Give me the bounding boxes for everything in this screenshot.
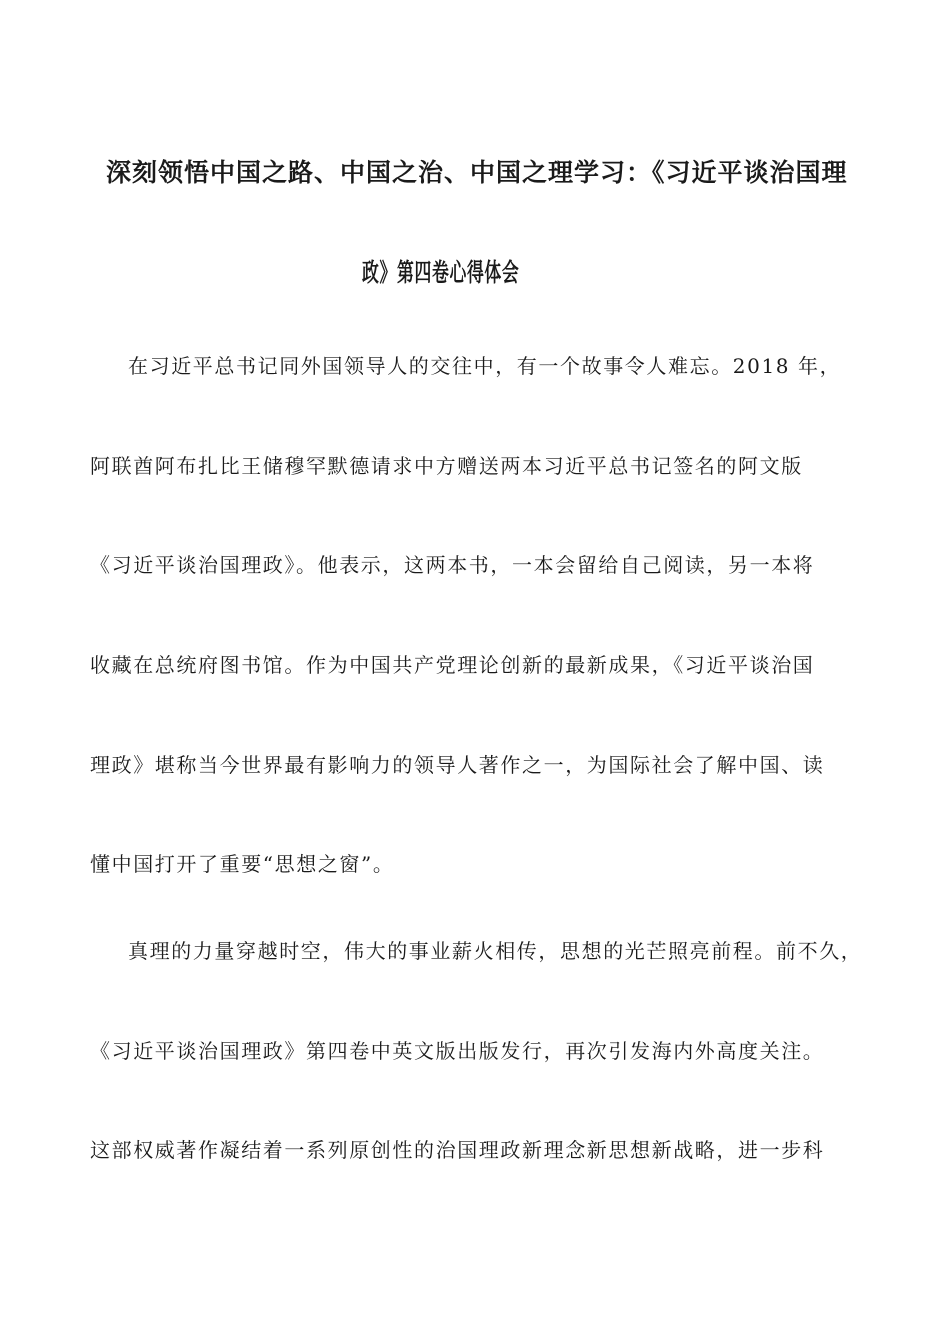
paragraph-1-line-6: 懂中国打开了重要“思想之窗”。 bbox=[90, 852, 395, 876]
document-title-line-2: 政》第四卷心得体会 bbox=[362, 258, 520, 287]
paragraph-1-line-3: 《习近平谈治国理政》。他表示，这两本书，一本会留给自己阅读，另一本将 bbox=[90, 553, 815, 577]
document-title-line-1: 深刻领悟中国之路、中国之治、中国之理学习：《习近平谈治国理 bbox=[106, 158, 848, 187]
paragraph-2-line-1: 真理的力量穿越时空，伟大的事业薪火相传，思想的光芒照亮前程。前不久， bbox=[128, 939, 863, 963]
paragraph-2-line-2: 《习近平谈治国理政》第四卷中英文版出版发行，再次引发海内外高度关注。 bbox=[90, 1039, 825, 1063]
paragraph-1-line-4: 收藏在总统府图书馆。作为中国共产党理论创新的最新成果，《习近平谈治国 bbox=[90, 653, 815, 677]
paragraph-1-line-2: 阿联酋阿布扎比王储穆罕默德请求中方赠送两本习近平总书记签名的阿文版 bbox=[90, 454, 803, 478]
paragraph-1-line-1: 在习近平总书记同外国领导人的交往中，有一个故事令人难忘。2018 年， bbox=[128, 354, 842, 378]
paragraph-1-line-5: 理政》堪称当今世界最有影响力的领导人著作之一，为国际社会了解中国、读 bbox=[90, 753, 825, 777]
paragraph-2-line-3: 这部权威著作凝结着一系列原创性的治国理政新理念新思想新战略，进一步科 bbox=[90, 1138, 825, 1162]
